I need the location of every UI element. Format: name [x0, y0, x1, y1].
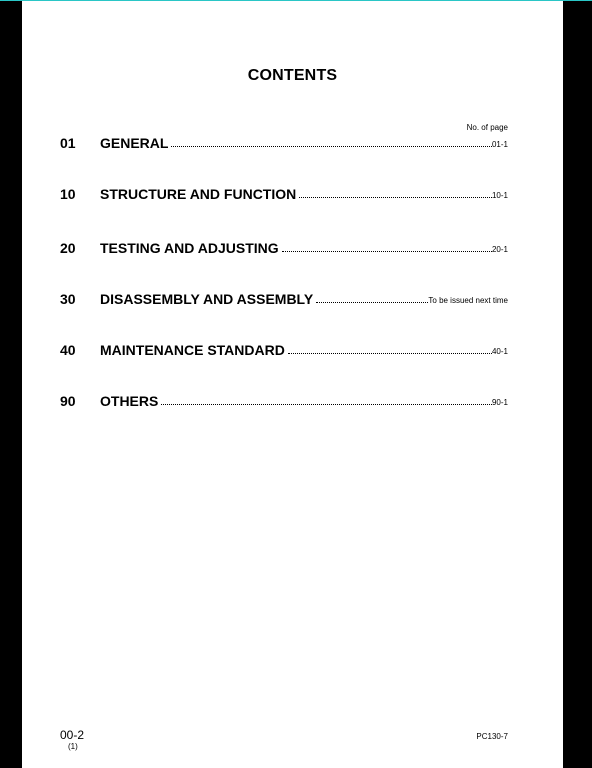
toc-entry-disassembly-and-assembly[interactable] [60, 287, 508, 307]
toc-entry-number: 20 [60, 240, 76, 256]
toc-dot-leader [288, 353, 492, 354]
toc-entry-title: GENERAL [100, 135, 169, 151]
toc-entry-title: STRUCTURE AND FUNCTION [100, 186, 297, 202]
footer-page-number: 00-2 [60, 728, 85, 742]
page-column-header: No. of page [466, 123, 508, 132]
footer-revision: (1) [68, 742, 78, 751]
toc-entry-structure-and-function[interactable] [60, 182, 508, 202]
toc-entry-maintenance-standard[interactable] [60, 338, 508, 358]
toc-dot-leader [171, 146, 492, 147]
toc-entry-title: DISASSEMBLY AND ASSEMBLY [100, 291, 314, 307]
toc-entry-title: MAINTENANCE STANDARD [100, 342, 285, 358]
toc-entry-number: 10 [60, 186, 76, 202]
toc-entry-number: 40 [60, 342, 76, 358]
toc-entry-page: 01-1 [491, 140, 508, 149]
page-title: CONTENTS [247, 67, 338, 84]
toc-entry-title: OTHERS [100, 393, 159, 409]
toc-dot-leader [161, 404, 492, 405]
toc-entry-general[interactable] [60, 131, 508, 151]
toc-entry-page: 90-1 [491, 398, 508, 407]
toc-entry-number: 01 [60, 135, 76, 151]
toc-entry-number: 90 [60, 393, 76, 409]
toc-dot-leader [282, 251, 492, 252]
document-page [22, 1, 563, 768]
toc-entry-page: 10-1 [491, 191, 508, 200]
toc-dot-leader [299, 197, 492, 198]
toc-entry-page: 40-1 [491, 347, 508, 356]
toc-entry-others[interactable] [60, 389, 508, 409]
toc-entry-number: 30 [60, 291, 76, 307]
toc-entry-title: TESTING AND ADJUSTING [100, 240, 279, 256]
toc-entry-page: To be issued next time [428, 296, 508, 305]
footer-model-code: PC130-7 [476, 732, 508, 741]
toc-dot-leader [316, 302, 428, 303]
toc-entry-page: 20-1 [491, 245, 508, 254]
toc-entry-testing-and-adjusting[interactable] [60, 236, 508, 256]
